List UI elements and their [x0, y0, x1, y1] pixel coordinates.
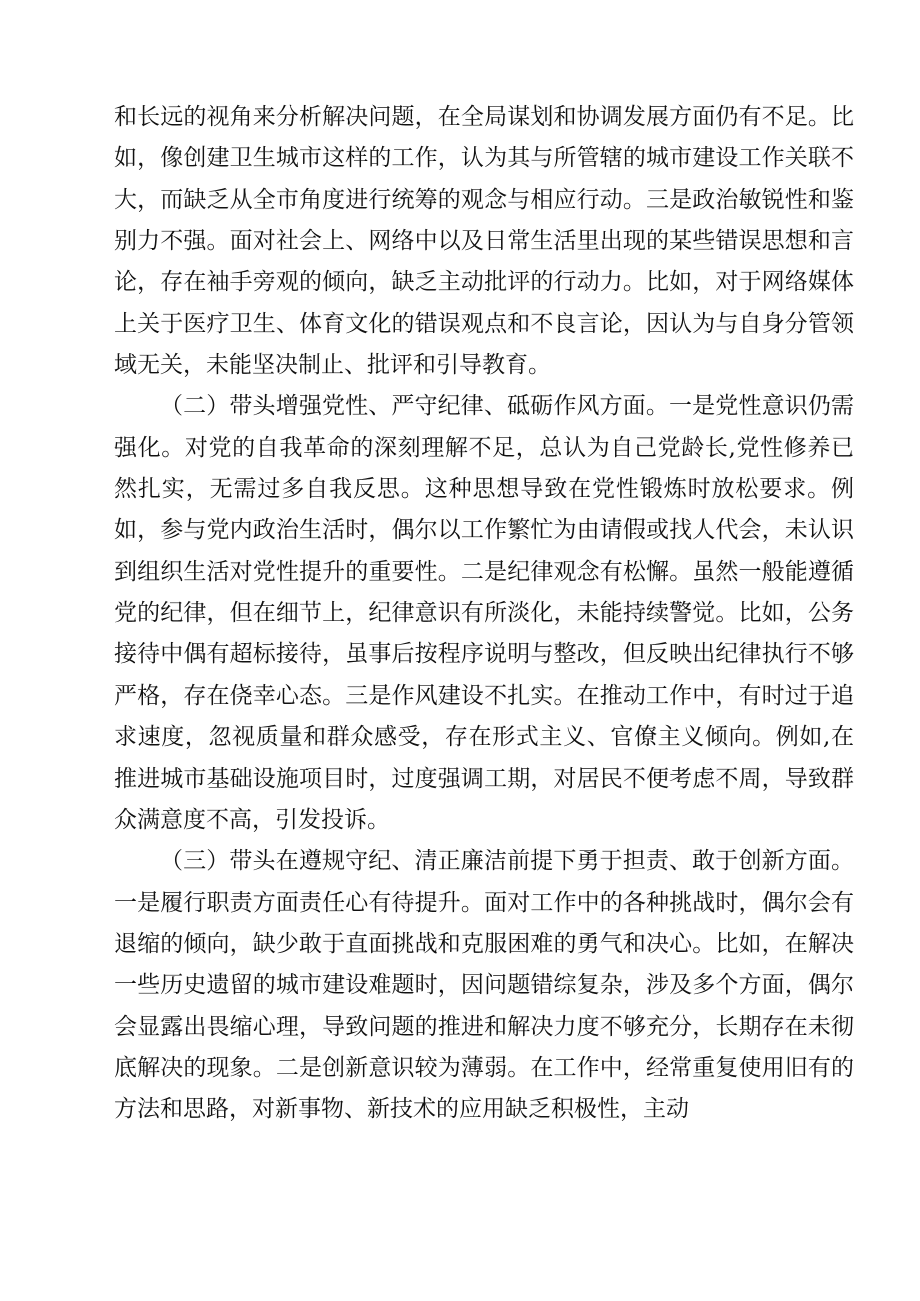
- paragraph-section-two: （二）带头增强党性、严守纪律、砥砺作风方面。一是党性意识仍需强化。对党的自我革命的深刻理解不足，总认为自己党龄长,党性修养已然扎实，无需过多自我反思。这种思想导致在党性锻炼时放松要求。例如，参与党内政治生活时，偶尔以工作繁忙为由请假或找人代会，未认识到组织生活对党性提升的重要性。二是纪律观念有松懈。虽然一般能遵循党的纪律，但在细节上，纪律意识有所淡化，未能持续警觉。比如，公务接待中偶有超标接待，虽事后按程序说明与整改，但反映出纪律执行不够严格，存在侥幸心态。三是作风建设不扎实。在推动工作中，有时过于追求速度，忽视质量和群众感受，存在形式主义、官僚主义倾向。例如,在推进城市基础设施项目时，过度强调工期，对居民不便考虑不周，导致群众满意度不高，引发投诉。: [114, 393, 854, 833]
- paragraph-section-three: （三）带头在遵规守纪、清正廉洁前提下勇于担责、敢于创新方面。一是履行职责方面责任心有待提升。面对工作中的各种挑战时，偶尔会有退缩的倾向，缺少敢于直面挑战和克服困难的勇气和决心。比如，在解决一些历史遗留的城市建设难题时，因问题错综复杂，涉及多个方面，偶尔会显露出畏缩心理，导致问题的推进和解决力度不够充分，长期存在未彻底解决的现象。二是创新意识较为薄弱。在工作中，经常重复使用旧有的方法和思路，对新事物、新技术的应用缺乏积极性，主动: [114, 848, 854, 1123]
- document-body: [114, 97, 854, 1131]
- paragraph-continued: 和长远的视角来分析解决问题，在全局谋划和协调发展方面仍有不足。比如，像创建卫生城市这样的工作，认为其与所管辖的城市建设工作关联不大，而缺乏从全市角度进行统筹的观念与相应行动。三是政治敏锐性和鉴别力不强。面对社会上、网络中以及日常生活里出现的某些错误思想和言论，存在袖手旁观的倾向，缺乏主动批评的行动力。比如，对于网络媒体上关于医疗卫生、体育文化的错误观点和不良言论，因认为与自身分管领域无关，未能坚决制止、批评和引导教育。: [114, 104, 854, 379]
